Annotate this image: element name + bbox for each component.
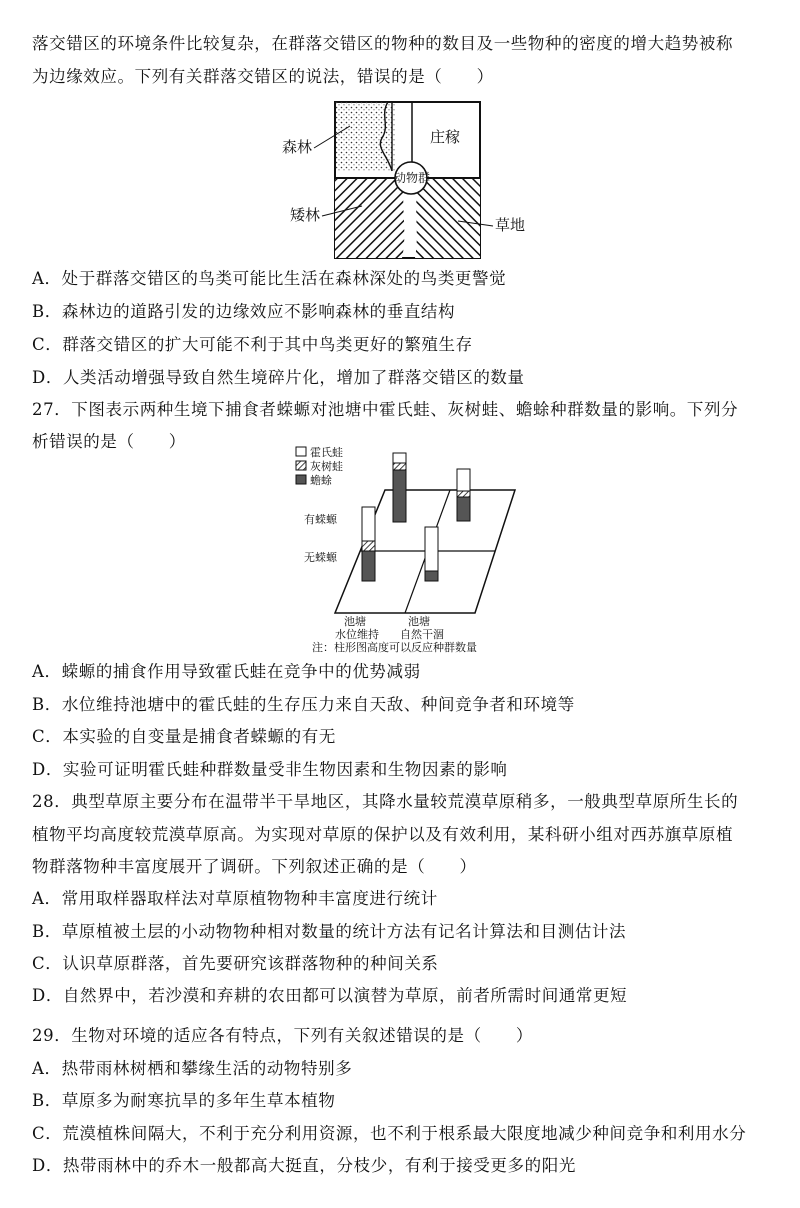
q26-option-c: C．群落交错区的扩大可能不利于其中鸟类更好的繁殖生存 (32, 335, 473, 354)
q28-option-b: B．草原植被土层的小动物物种相对数量的统计方法有记名计算法和目测估计法 (32, 922, 627, 941)
q29-stem-line-1: 29．生物对环境的适应各有特点，下列有关叙述错误的是（ ） (32, 1026, 533, 1045)
col-1-line-2: 水位维持 (335, 628, 379, 641)
q26-stem-line-2: 为边缘效应。下列有关群落交错区的说法，错误的是（ ） (32, 67, 494, 86)
shrub-region (335, 178, 405, 258)
q27-option-d: D．实验可证明霍氏蛙种群数量受非生物因素和生物因素的影响 (32, 760, 508, 779)
q28-option-c: C．认识草原群落，首先要研究该群落物种的种间关系 (32, 954, 439, 973)
col-2-line-1: 池塘 (408, 615, 430, 628)
q26-option-a: A．处于群落交错区的鸟类可能比生活在森林深处的鸟类更警觉 (32, 269, 507, 288)
col-1-line-1: 池塘 (344, 615, 366, 628)
q26-stem-line-1: 落交错区的环境条件比较复杂，在群落交错区的物种的数目及一些物种的密度的增大趋势被称 (32, 34, 734, 53)
q29-option-c: C．荒漠植株间隔大，不利于充分利用资源，也不利于根系最大限度地减少种间竞争和利用水分 (32, 1124, 747, 1143)
legend-frog-b: 灰树蛙 (310, 460, 343, 473)
q28-option-d: D．自然界中，若沙漠和弃耕的农田都可以演替为草原，前者所需时间通常更短 (32, 986, 628, 1005)
q29-option-d: D．热带雨林中的乔木一般都高大挺直，分枝少，有利于接受更多的阳光 (32, 1156, 576, 1175)
salamander-bar-figure (290, 443, 530, 653)
figure-note: 注：柱形图高度可以反应种群数量 (312, 641, 477, 653)
bar-without-water-kept (362, 507, 375, 581)
col-2-line-2: 自然干涸 (400, 628, 444, 641)
q28-stem-line-1: 28．典型草原主要分布在温带半干旱地区，其降水量较荒漠草原稍多，一般典型草原所生长的 (32, 792, 739, 811)
q29-option-a: A．热带雨林树栖和攀缘生活的动物特别多 (32, 1059, 353, 1078)
row-label-with: 有蝾螈 (304, 513, 337, 526)
q27-option-c: C．本实验的自变量是捕食者蝾螈的有无 (32, 727, 336, 746)
q28-stem-line-2: 植物平均高度较荒漠草原高。为实现对草原的保护以及有效利用，某科研小组对西苏旗草原植 (32, 825, 734, 844)
ecotone-figure (280, 96, 540, 264)
bar-with-water-kept (393, 453, 406, 522)
forest-region (335, 102, 395, 171)
q26-option-d: D．人类活动增强导致自然生境碎片化，增加了群落交错区的数量 (32, 368, 525, 387)
label-grass: 草地 (495, 216, 526, 234)
legend-toad: 蟾蜍 (310, 474, 332, 487)
legend-frog-a: 霍氏蛙 (310, 446, 343, 459)
label-forest: 森林 (282, 138, 313, 156)
q27-option-a: A．蝾螈的捕食作用导致霍氏蛙在竞争中的优势减弱 (32, 662, 421, 681)
bar-without-natural-dry (425, 527, 438, 581)
label-shrub: 矮林 (290, 206, 321, 224)
bar-with-natural-dry (457, 469, 470, 521)
q28-option-a: A．常用取样器取样法对草原植物物种丰富度进行统计 (32, 889, 438, 908)
row-label-without: 无蝾螈 (304, 551, 337, 564)
label-animals: 动物群 (394, 171, 431, 185)
q26-option-b: B．森林边的道路引发的边缘效应不影响森林的垂直结构 (32, 302, 456, 321)
grass-region (415, 178, 480, 258)
q27-option-b: B．水位维持池塘中的霍氏蛙的生存压力来自天敌、种间竞争者和环境等 (32, 695, 575, 714)
q27-stem-line-1: 27．下图表示两种生境下捕食者蝾螈对池塘中霍氏蛙、灰树蛙、蟾蜍种群数量的影响。下列分 (32, 400, 739, 419)
label-crops: 庄稼 (430, 128, 461, 146)
q27-stem-line-2: 析错误的是（ ） (32, 432, 186, 451)
q28-stem-line-3: 物群落物种丰富度展开了调研。下列叙述正确的是（ ） (32, 857, 477, 876)
q29-option-b: B．草原多为耐寒抗旱的多年生草本植物 (32, 1091, 336, 1110)
